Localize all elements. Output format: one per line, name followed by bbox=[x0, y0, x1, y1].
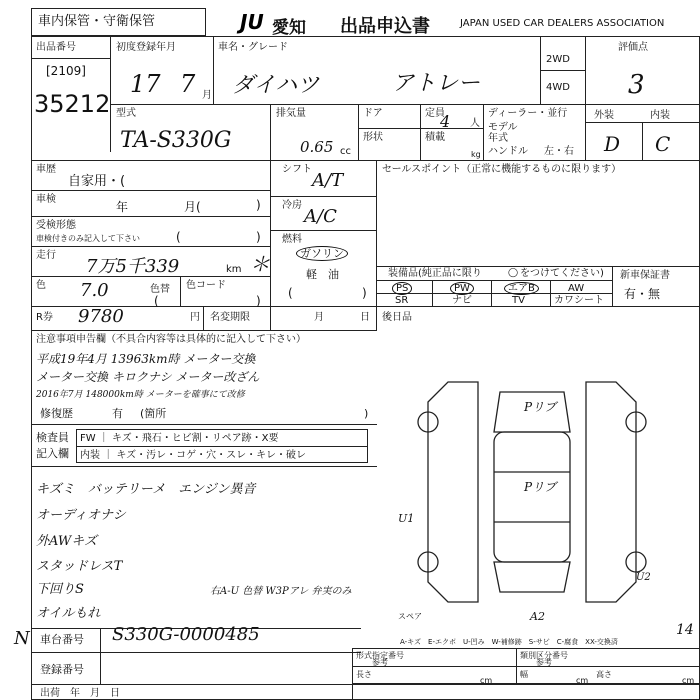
shift-label: シフト bbox=[282, 164, 312, 175]
corner-mark: 14 bbox=[676, 622, 694, 638]
length-unit: cm bbox=[480, 676, 493, 685]
fee-note: 車検付きのみ記入して下さい bbox=[36, 234, 140, 243]
handle-label: ハンドル bbox=[488, 146, 528, 157]
displacement-unit: cc bbox=[340, 146, 351, 157]
fuel-paren-open: ( bbox=[288, 286, 293, 300]
name-change-label: 名変期限 bbox=[210, 312, 250, 323]
equipment-label-2: をつけてください) bbox=[520, 268, 604, 279]
notes-line-1: 平成19年4月 13963km時 メーター交換 bbox=[36, 352, 256, 366]
remark-line-5: 下回りS bbox=[36, 582, 84, 597]
equipment-airbag: エアB bbox=[504, 282, 539, 295]
association-name: JAPAN USED CAR DEALERS ASSOCIATION bbox=[460, 18, 665, 29]
interior-label: 内装 bbox=[650, 110, 670, 121]
notes-line-3: 2016年7月 148000km時 メーターを確事にて改修 bbox=[36, 390, 245, 400]
fee-label: 受検形態 bbox=[36, 220, 76, 231]
diagram-mark-1: Pリブ bbox=[524, 400, 557, 414]
lot-label: 出品番号 bbox=[36, 42, 76, 53]
registration-month-suffix: 月 bbox=[202, 90, 212, 101]
fee-paren-open: ( bbox=[176, 230, 181, 244]
model-code-label: 型式 bbox=[116, 108, 136, 119]
remarks-label: 後日品 bbox=[382, 312, 412, 323]
spare-label: スペア bbox=[398, 612, 422, 621]
cert-label: 形式指定番号 bbox=[356, 651, 404, 660]
equipment-tv: TV bbox=[512, 295, 525, 306]
exterior-value: D bbox=[604, 132, 621, 156]
fuel-paren-close: ) bbox=[362, 286, 367, 300]
width-unit: cm bbox=[576, 676, 589, 685]
ac-label: 冷房 bbox=[282, 200, 302, 211]
color-paren-open: ( bbox=[154, 294, 159, 308]
shape-label: 形状 bbox=[363, 132, 383, 143]
reg-number-label: 登録番号 bbox=[40, 663, 84, 676]
equipment-aw: AW bbox=[568, 283, 585, 294]
drive-4wd: 4WD bbox=[546, 82, 570, 93]
remark-line-3: 外AWキズ bbox=[36, 534, 97, 549]
fuel-gas: ガソリン bbox=[296, 246, 348, 261]
name-change-day: 日 bbox=[360, 312, 370, 323]
color-paren-close: ) bbox=[256, 294, 261, 308]
inspection-year: 年 bbox=[116, 200, 129, 214]
color-label: 色 bbox=[36, 280, 46, 291]
load-unit: kg bbox=[471, 150, 481, 159]
car-model: アトレー bbox=[392, 71, 481, 96]
bottom-strip: 出荷 年 月 日 bbox=[40, 688, 120, 699]
shift-value: A/T bbox=[312, 170, 344, 191]
exterior-label: 外装 bbox=[594, 110, 614, 121]
sales-point-label: セールスポイント（正常に機能するものに限ります） bbox=[382, 164, 622, 175]
drive-2wd: 2WD bbox=[546, 54, 570, 65]
registration-label: 初度登録年月 bbox=[116, 42, 176, 53]
history-label: 車歴 bbox=[36, 164, 56, 175]
height-unit: cm bbox=[682, 676, 695, 685]
inspection-close: ) bbox=[256, 198, 261, 212]
length-label: 長さ bbox=[356, 670, 372, 679]
equipment-leather-seat: カワシート bbox=[554, 295, 604, 306]
capacity-value: 4 bbox=[440, 112, 451, 131]
equipment-sr: SR bbox=[395, 295, 409, 306]
category-ref: 参考 bbox=[536, 658, 552, 667]
remark-side: 右A-U 色替 W3Pアレ 弁実のみ bbox=[210, 586, 352, 597]
mileage-label: 走行 bbox=[36, 250, 56, 261]
chassis-label: 車台番号 bbox=[40, 633, 84, 646]
model-code-value: TA-S330G bbox=[120, 128, 232, 153]
handle-options: 左・右 bbox=[544, 146, 574, 157]
fee-paren-close: ) bbox=[256, 230, 261, 244]
score-value: 3 bbox=[628, 70, 645, 100]
width-label: 幅 bbox=[520, 670, 528, 679]
equipment-ps: PS bbox=[392, 282, 412, 295]
door-label: ドア bbox=[363, 108, 383, 119]
interior-value: C bbox=[655, 132, 671, 156]
inspector-row-1: FW ｜ キズ・飛石・ヒビ割・リペア跡・X要 bbox=[80, 433, 279, 444]
diagram-mark-2: Pリブ bbox=[524, 480, 557, 494]
diagram-u2: U2 bbox=[636, 572, 651, 583]
displacement-label: 排気量 bbox=[276, 108, 306, 119]
diagram-mark-3: A2 bbox=[530, 610, 545, 623]
equipment-circle-icon: ◯ bbox=[508, 268, 519, 278]
chassis-value: S330G-0000485 bbox=[112, 624, 260, 645]
equipment-navi: ナビ bbox=[452, 295, 472, 306]
ju-logo: JU bbox=[240, 10, 264, 34]
repair-history-place: (箇所 bbox=[140, 407, 167, 420]
remark-line-6: オイルもれ bbox=[36, 606, 101, 621]
cert-ref: 参考 bbox=[372, 658, 388, 667]
form-title: 出品申込書 bbox=[340, 16, 430, 37]
model-label: モデル bbox=[488, 122, 518, 133]
warranty-value: 有・無 bbox=[624, 287, 661, 301]
inspector-label-1: 検査員 bbox=[36, 431, 69, 444]
diagram-u1: U1 bbox=[398, 512, 415, 525]
car-name-label: 車名・グレード bbox=[218, 42, 288, 53]
recycle-label: R券 bbox=[36, 312, 53, 323]
inspection-month: 月( bbox=[184, 200, 201, 214]
dealer-label: ディーラー・並行 bbox=[488, 108, 568, 119]
car-maker: ダイハツ bbox=[232, 73, 320, 98]
height-label: 高さ bbox=[596, 670, 612, 679]
repair-history-label: 修復歴 bbox=[40, 407, 73, 420]
storage-label: 車内保管・守衛保管 bbox=[38, 14, 156, 29]
damage-legend: A-キズ E-エクボ U-凹み W-補修跡 S-サビ C-腐食 XX-交換済 bbox=[400, 638, 618, 646]
capacity-unit: 人 bbox=[470, 118, 480, 129]
ac-value: A/C bbox=[304, 206, 337, 227]
color-code-label: 色コード bbox=[186, 280, 226, 291]
color-value: 7.0 bbox=[80, 280, 109, 301]
repair-history-value: 有 bbox=[112, 407, 123, 420]
repair-history-close: ) bbox=[364, 407, 369, 420]
mileage-unit: km bbox=[226, 264, 242, 275]
remark-line-2: オーディオナシ bbox=[36, 508, 126, 523]
lot-number: 35212 bbox=[34, 90, 111, 118]
score-label: 評価点 bbox=[618, 42, 648, 53]
notes-label: 注意事項申告欄（不具合内容等は具体的に記入して下さい） bbox=[36, 334, 306, 345]
category-label: 類別区分番号 bbox=[520, 651, 568, 660]
notes-line-2: メーター交換 キロクナシ メーター改ざん bbox=[36, 370, 260, 384]
inspector-label-2: 記入欄 bbox=[36, 447, 69, 460]
capacity-label: 定員 bbox=[425, 108, 445, 119]
registration-year: 17 bbox=[130, 70, 161, 98]
registration-month: 7 bbox=[180, 70, 196, 98]
chassis-mark: N bbox=[14, 628, 30, 649]
mileage-mark: ＊ bbox=[250, 252, 270, 276]
displacement-value: 0.65 bbox=[300, 138, 334, 156]
mileage-value: 7万5千339 bbox=[86, 256, 180, 277]
equipment-pw: PW bbox=[450, 282, 474, 295]
history-value: 自家用・( bbox=[68, 174, 126, 189]
fuel-diesel: 軽 油 bbox=[306, 268, 339, 281]
lot-sub-number: [2109] bbox=[46, 64, 86, 78]
storage-box bbox=[31, 8, 206, 36]
name-change-month: 月 bbox=[314, 312, 324, 323]
remark-line-4: スタッドレスT bbox=[36, 559, 123, 574]
recycle-value: 9780 bbox=[78, 306, 124, 327]
equipment-label: 装備品(純正品に限り bbox=[388, 268, 482, 279]
color-change: 色替 bbox=[150, 284, 170, 295]
inspection-label: 車検 bbox=[36, 194, 56, 205]
inspector-row-2: 内装 ｜ キズ・汚レ・コゲ・穴・スレ・キレ・破レ bbox=[80, 450, 307, 461]
org-name: 愛知 bbox=[272, 18, 306, 38]
remark-line-1: キズミ バッテリーメ エンジン異音 bbox=[36, 482, 256, 497]
load-label: 積載 bbox=[425, 132, 445, 143]
fuel-label: 燃料 bbox=[282, 234, 302, 245]
recycle-unit: 円 bbox=[190, 312, 200, 323]
warranty-label: 新車保証書 bbox=[620, 270, 670, 281]
year-label: 年式 bbox=[488, 133, 508, 144]
